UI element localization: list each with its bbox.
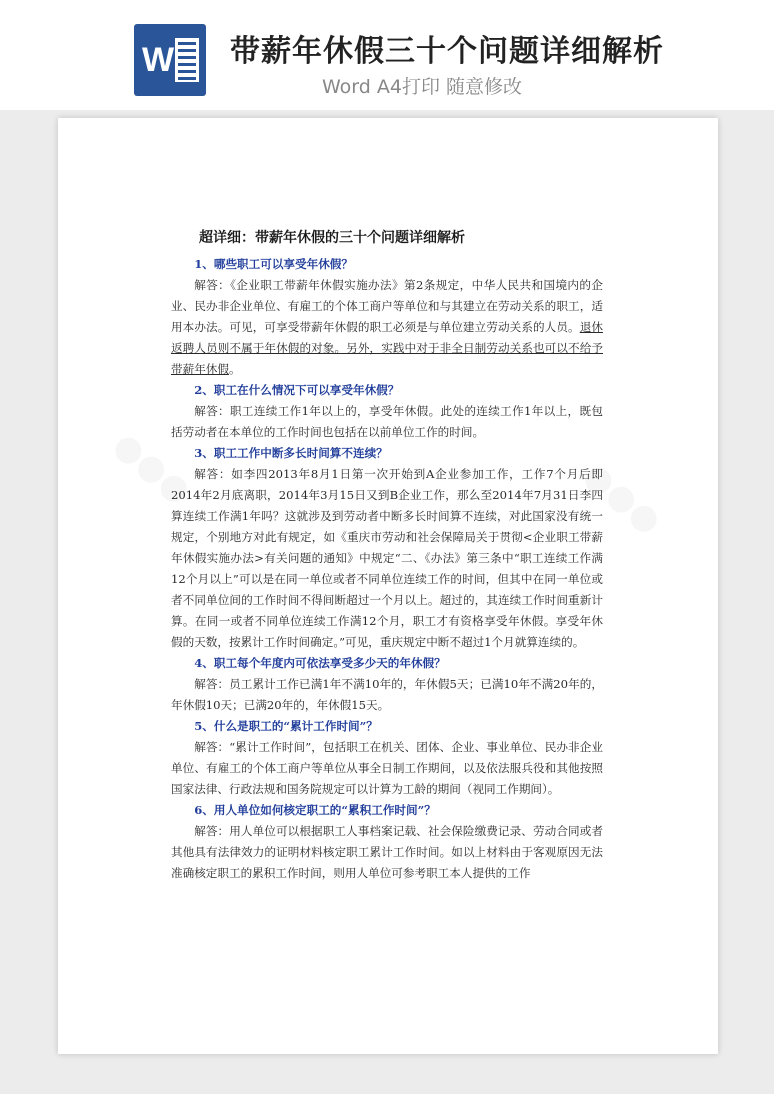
question-heading: 1、哪些职工可以享受年休假？: [194, 257, 353, 271]
answer-paragraph: 解答：如李四2013年8月1日第一次开始到A企业参加工作，工作7个月后即2014年2月底离职，2014年3月15日又到B企业工作，那么至2014年7月31日李四算连续工作满1年吗？这就涉及到劳动者中断多长时间算不连续，对此国家没有统一规定，个别地方对此有规定，如《重庆市劳动和社会保障局关于贯彻<企业职工带薪年休假实施办法>有关问题的通知》中规定“二、《办法》第三条中“职工连续工作满12个月以上”可以是在同一单位或者不同单位连续工作的时间，但其中在同一单位或者不同单位间的工作时间不得间断超过一个月以上。超过的，其连续工作时间重新计算。在同一或者不同单位连续工作满12个月，职工才有资格享受年休假。享受年休假的天数，按累计工作时间确定。”可见，重庆规定中断不超过1个月就算连续的。: [171, 467, 603, 649]
answer-paragraph: 解答：《企业职工带薪年休假实施办法》第2条规定，中华人民共和国境内的企业、民办非企业单位、有雇工的个体工商户等单位和与其建立在劳动关系的职工，适用本办法。可见，可享受带薪年休假的职工必须是与单位建立劳动关系的人员。退休返聘人员则不属于年休假的对象。另外，实践中对于非全日制劳动关系也可以不给予带薪年休假。: [171, 278, 603, 376]
answer-paragraph: 解答：职工连续工作1年以上的，享受年休假。此处的连续工作1年以上，既包括劳动者在本单位的工作时间也包括在以前单位工作的时间。: [171, 404, 603, 439]
answer-paragraph: 解答：“累计工作时间”，包括职工在机关、团体、企业、事业单位、民办非企业单位、有雇工的个体工商户等单位从事全日制工作期间，以及依法服兵役和其他按照国家法律、行政法规和国务院规定可以计算为工龄的期间（视同工作期间）。: [171, 740, 603, 796]
document-title: 超详细：带薪年休假的三十个问题详细解析: [199, 230, 465, 246]
question-heading: 3、职工工作中断多长时间算不连续？: [194, 446, 388, 460]
underlined-text: 退休返聘人员则不属于年休假的对象。另外，实践中对于非全日制劳动关系也可以不给予带薪年休假: [171, 320, 603, 376]
header-banner: [0, 0, 774, 110]
word-logo-letter: W: [142, 41, 175, 79]
word-document-icon: [134, 24, 206, 96]
question-heading: 6、用人单位如何核定职工的“累积工作时间”？: [194, 803, 436, 817]
banner-title: 带薪年休假三十个问题详细解析: [230, 34, 664, 69]
question-heading: 4、职工每个年度内可依法享受多少天的年休假？: [194, 656, 446, 670]
answer-paragraph: 解答：用人单位可以根据职工人事档案记载、社会保险缴费记录、劳动合同或者其他具有法律效力的证明材料核定职工累计工作时间。如以上材料由于客观原因无法准确核定职工的累积工作时间，则用人单位可参考职工本人提供的工作: [171, 824, 603, 880]
question-heading: 5、什么是职工的“累计工作时间”？: [194, 719, 378, 733]
question-heading: 2、职工在什么情况下可以享受年休假？: [194, 383, 400, 397]
document-body: [171, 226, 603, 884]
banner-subtitle: Word A4打印 随意修改: [322, 76, 523, 98]
answer-paragraph: 解答：员工累计工作已满1年不满10年的，年休假5天；已满10年不满20年的，年休假10天；已满20年的，年休假15天。: [171, 677, 603, 712]
document-page: [58, 118, 718, 1054]
